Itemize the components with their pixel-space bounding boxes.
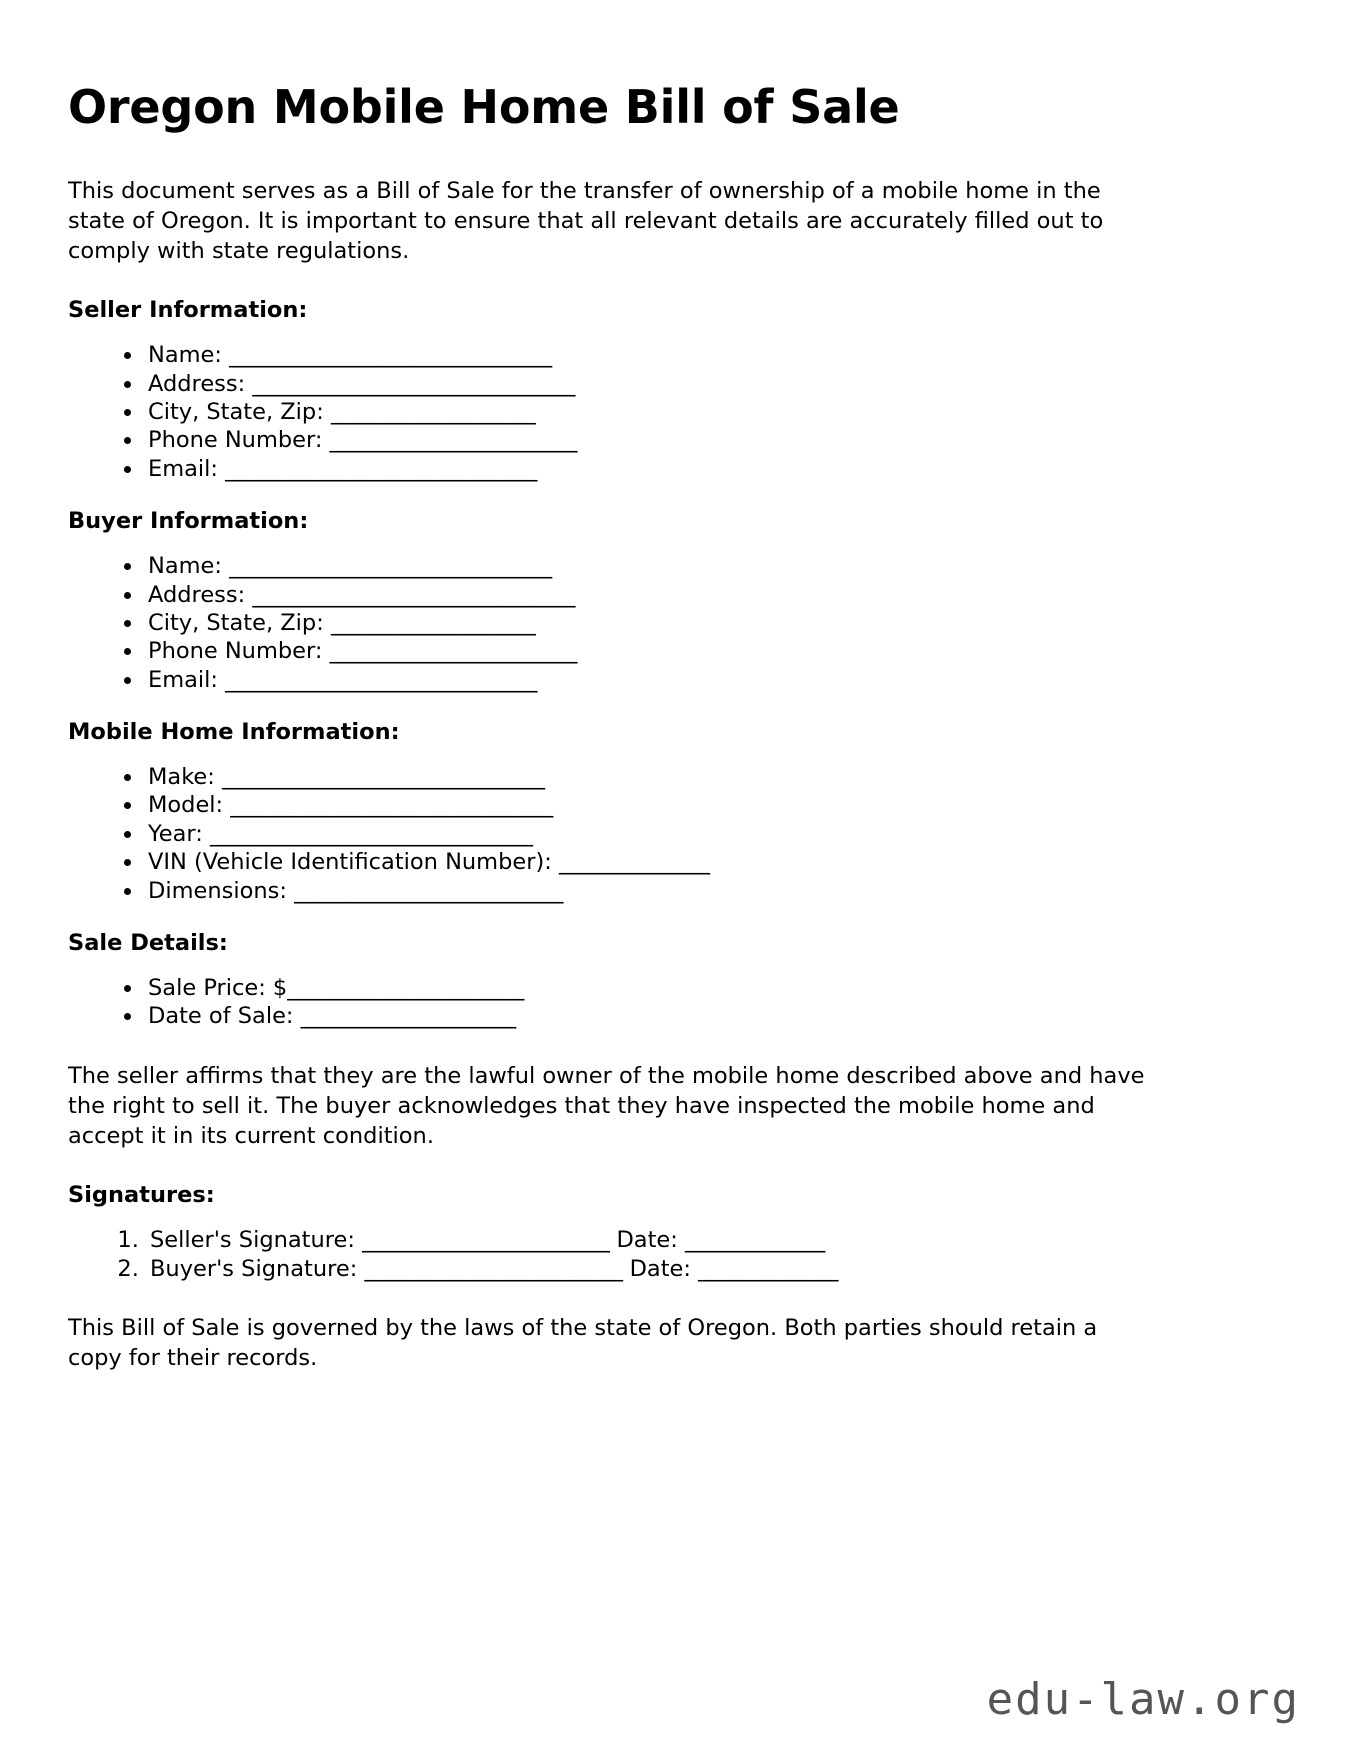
field-label: Make: <box>148 764 223 791</box>
field-label: Date of Sale: <box>148 1003 301 1030</box>
field-sale-price <box>144 974 1294 1002</box>
field-blank[interactable]: ______________________________ <box>230 792 553 819</box>
signature-row-seller <box>146 1226 1294 1254</box>
field-blank[interactable]: ______________________________ <box>252 370 575 397</box>
field-label: Dimensions: <box>148 877 295 904</box>
field-blank[interactable]: ______________ <box>558 849 710 876</box>
field-label: Address: <box>148 370 253 397</box>
field-blank[interactable]: ______________________________ <box>222 764 545 791</box>
field-blank[interactable]: ___________________ <box>330 398 536 425</box>
spacer <box>68 1151 1294 1181</box>
field-year <box>144 820 1294 848</box>
buyer-information-heading: Buyer Information: <box>68 507 309 534</box>
field-blank[interactable]: ______________________________ <box>229 553 552 580</box>
field-date-of-sale <box>144 1002 1294 1030</box>
field-blank[interactable]: ___________________ <box>330 609 536 636</box>
field-label: City, State, Zip: <box>148 398 331 425</box>
spacer <box>68 483 1294 507</box>
mobile-home-information-heading: Mobile Home Information: <box>68 718 400 745</box>
field-blank[interactable]: _______________________ <box>329 427 577 454</box>
field-blank[interactable]: ______________________ <box>287 975 524 1002</box>
field-seller-address <box>144 370 1294 398</box>
date-blank[interactable]: _____________ <box>684 1227 825 1254</box>
field-label: Year: <box>148 820 210 847</box>
field-seller-email <box>144 455 1294 483</box>
signature-blank[interactable]: ________________________ <box>364 1255 623 1282</box>
signatures-heading: Signatures: <box>68 1182 215 1209</box>
intro-paragraph: This document serves as a Bill of Sale for the transfer of ownership of a mobile home in the state of Oregon. It is important to ensure that all relevant details are accurately filled out to comply with state regulations. <box>68 177 1104 264</box>
field-buyer-name <box>144 552 1294 580</box>
field-label: Sale Price: $ <box>148 975 288 1002</box>
field-label: Name: <box>148 342 230 369</box>
field-seller-phone-number <box>144 426 1294 454</box>
affirmation-paragraph: The seller affirms that they are the lawful owner of the mobile home described above and have the right to sell it. The buyer acknowledges that they have inspected the mobile home and accept it in its current condition. <box>68 1062 1145 1150</box>
field-blank[interactable]: _______________________ <box>329 638 577 665</box>
field-vin <box>144 848 1294 876</box>
field-label: City, State, Zip: <box>148 609 331 636</box>
spacer <box>68 694 1294 718</box>
sale-details-heading: Sale Details: <box>68 929 228 956</box>
field-blank[interactable]: _____________________________ <box>225 455 537 482</box>
spacer <box>68 266 1294 296</box>
field-blank[interactable]: ______________________________ <box>229 342 552 369</box>
signature-row-buyer <box>146 1255 1294 1283</box>
field-blank[interactable]: _____________________________ <box>225 666 537 693</box>
field-label: Address: <box>148 581 253 608</box>
field-label: Phone Number: <box>148 427 330 454</box>
mobile-home-field-list <box>68 763 1294 905</box>
field-blank[interactable]: _________________________ <box>294 877 563 904</box>
spacer <box>68 1283 1294 1313</box>
date-label: Date: <box>609 1227 685 1254</box>
field-buyer-email <box>144 666 1294 694</box>
field-buyer-address <box>144 581 1294 609</box>
field-blank[interactable]: ______________________________ <box>209 820 533 847</box>
spacer <box>68 905 1294 929</box>
signature-blank[interactable]: _______________________ <box>362 1227 610 1254</box>
signature-label: Seller's Signature: <box>150 1227 363 1254</box>
governing-law-paragraph: This Bill of Sale is governed by the laws of the state of Oregon. Both parties should retain a copy for their records. <box>68 1315 1098 1372</box>
field-buyer-phone-number <box>144 637 1294 665</box>
field-blank[interactable]: ______________________________ <box>252 581 575 608</box>
seller-field-list <box>68 341 1294 483</box>
field-label: Email: <box>148 666 226 693</box>
sale-details-field-list <box>68 974 1294 1031</box>
signature-list <box>68 1226 1294 1283</box>
field-model <box>144 791 1294 819</box>
field-dimensions <box>144 877 1294 905</box>
date-label: Date: <box>622 1255 699 1282</box>
buyer-field-list <box>68 552 1294 694</box>
field-label: Name: <box>148 553 230 580</box>
field-label: VIN (Vehicle Identification Number): <box>148 849 559 876</box>
field-buyer-city-state-zip <box>144 609 1294 637</box>
site-watermark: edu-law.org <box>986 1674 1300 1725</box>
field-label: Model: <box>148 792 231 819</box>
signature-label: Buyer's Signature: <box>150 1255 365 1282</box>
seller-information-heading: Seller Information: <box>68 296 308 323</box>
field-label: Email: <box>148 455 226 482</box>
spacer <box>68 1031 1294 1061</box>
field-seller-name <box>144 341 1294 369</box>
page-title: Oregon Mobile Home Bill of Sale <box>68 80 900 134</box>
field-label: Phone Number: <box>148 638 330 665</box>
field-make <box>144 763 1294 791</box>
field-seller-city-state-zip <box>144 398 1294 426</box>
date-blank[interactable]: _____________ <box>698 1255 838 1282</box>
field-blank[interactable]: ____________________ <box>300 1003 516 1030</box>
